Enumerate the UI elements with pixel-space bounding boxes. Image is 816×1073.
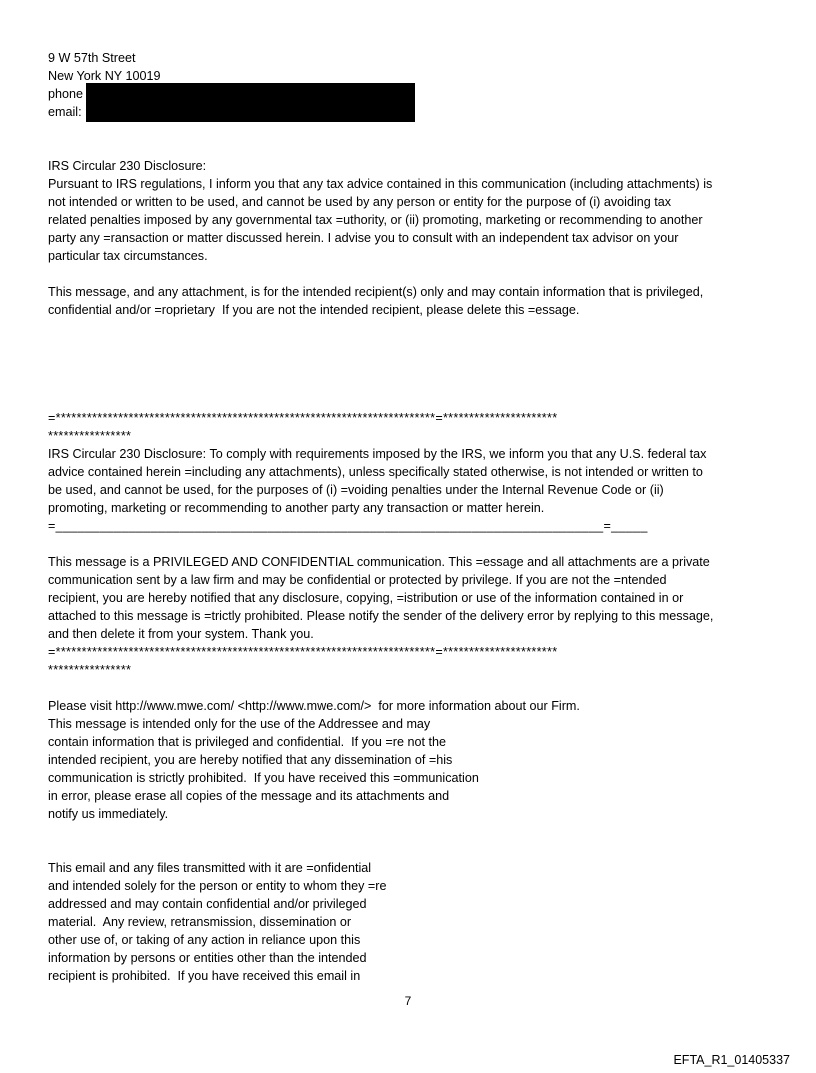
irs1-line: party any =ransaction or matter discussed herein. I advise you to consult with an independent tax advisor on your xyxy=(48,231,679,245)
irs-heading: IRS Circular 230 Disclosure: xyxy=(48,159,207,173)
separator-stars: =*************************************************************************=********************** xyxy=(48,411,558,425)
irs-disclosure-2 xyxy=(48,445,770,517)
separator-stars: **************** xyxy=(48,429,132,443)
irs2-line: be used, and cannot be used, for the purposes of (i) =voiding penalties under the Internal Revenue Code or (ii) xyxy=(48,483,664,497)
privileged-notice xyxy=(48,553,770,643)
priv-line: attached to this message is =trictly prohibited. Please notify the sender of the delivery error by replying to this message, xyxy=(48,609,714,623)
address-city: New York NY 10019 xyxy=(48,69,161,83)
irs1-line: related penalties imposed by any governmental tax =uthority, or (ii) promoting, marketing or recommending to another xyxy=(48,213,703,227)
priv-line: communication sent by a law firm and may be confidential or protected by privilege. If you are not the =ntended xyxy=(48,573,667,587)
conf1-line: This message, and any attachment, is for the intended recipient(s) only and may contain information that is privileged, xyxy=(48,285,704,299)
irs1-line: particular tax circumstances. xyxy=(48,249,208,263)
firm-line: contain information that is privileged and confidential. If you =re not the xyxy=(48,735,446,749)
irs1-line: Pursuant to IRS regulations, I inform you that any tax advice contained in this communication (including attachments) is xyxy=(48,177,713,191)
priv-line: and then delete it from your system. Thank you. xyxy=(48,627,314,641)
address-block xyxy=(48,49,770,121)
document-body xyxy=(48,49,770,985)
firm-line: notify us immediately. xyxy=(48,807,169,821)
email-label: email: xyxy=(48,105,82,119)
email-notice xyxy=(48,859,770,985)
conf1-line: confidential and/or =roprietary If you are not the intended recipient, please delete this =essage. xyxy=(48,303,580,317)
separator-stars: **************** xyxy=(48,663,132,677)
phone-label: phone xyxy=(48,87,84,101)
firm-line: in error, please erase all copies of the message and its attachments and xyxy=(48,789,450,803)
firm-notice xyxy=(48,697,770,823)
irs2-line: IRS Circular 230 Disclosure: To comply with requirements imposed by the IRS, we inform you that any U.S. federal tax xyxy=(48,447,707,461)
firm-line: Please visit http://www.mwe.com/ <http://www.mwe.com/> for more information about our Firm. xyxy=(48,699,580,713)
page-number: 7 xyxy=(404,994,412,1008)
email-line: material. Any review, retransmission, dissemination or xyxy=(48,915,352,929)
document-id: EFTA_R1_01405337 xyxy=(673,1053,790,1067)
irs1-line: not intended or written to be used, and cannot be used by any person or entity for the purpose of (i) avoiding tax xyxy=(48,195,672,209)
priv-line: recipient, you are hereby notified that any disclosure, copying, =istribution or use of the information contained in or xyxy=(48,591,684,605)
separator-underline: =___________________________________________________________________________=_____ xyxy=(48,519,648,533)
email-line: information by persons or entities other than the intended xyxy=(48,951,367,965)
separator-stars: =*************************************************************************=********************** xyxy=(48,645,558,659)
firm-line: intended recipient, you are hereby notified that any dissemination of =his xyxy=(48,753,453,767)
irs2-line: promoting, marketing or recommending to another party any transaction or matter herein. xyxy=(48,501,545,515)
priv-line: This message is a PRIVILEGED AND CONFIDENTIAL communication. This =essage and all attachments are a private xyxy=(48,555,710,569)
firm-line: This message is intended only for the use of the Addressee and may xyxy=(48,717,431,731)
email-line: other use of, or taking of any action in reliance upon this xyxy=(48,933,361,947)
address-street: 9 W 57th Street xyxy=(48,51,136,65)
irs-disclosure-1 xyxy=(48,157,770,265)
irs2-line: advice contained herein =including any attachments), unless specifically stated otherwise, is not intended or written to xyxy=(48,465,703,479)
email-line: recipient is prohibited. If you have received this email in xyxy=(48,969,361,983)
confidential-notice-1 xyxy=(48,283,770,319)
email-line: and intended solely for the person or entity to whom they =re xyxy=(48,879,387,893)
email-line: addressed and may contain confidential and/or privileged xyxy=(48,897,367,911)
email-line: This email and any files transmitted with it are =onfidential xyxy=(48,861,372,875)
firm-line: communication is strictly prohibited. If you have received this =ommunication xyxy=(48,771,479,785)
